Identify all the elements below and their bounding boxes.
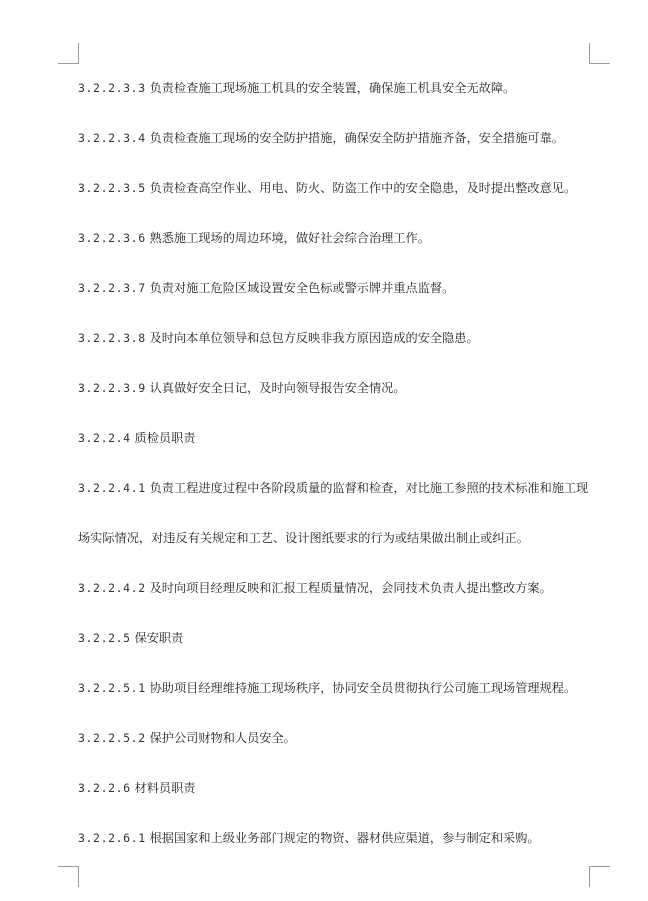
clause-text: 质检员职责 <box>130 431 196 445</box>
section-heading <box>78 778 598 798</box>
clause-text: 及时向本单位领导和总包方反映非我方原因造成的安全隐患。 <box>145 331 479 345</box>
clause-text: 保安职责 <box>130 631 184 645</box>
clause-text: 负责检查高空作业、用电、防火、防盗工作中的安全隐患，及时提出整改意见。 <box>145 181 577 195</box>
clause-number: 3.2.2.3.3 <box>78 81 146 95</box>
paragraph <box>78 578 598 598</box>
section-heading <box>78 428 598 448</box>
clause-number: 3.2.2.4 <box>78 431 131 445</box>
paragraph-continuation <box>78 528 598 548</box>
paragraph <box>78 278 598 298</box>
clause-text: 材料员职责 <box>130 781 196 795</box>
crop-mark-top-right <box>589 43 610 64</box>
paragraph <box>78 378 598 398</box>
clause-text: 及时向项目经理反映和汇报工程质量情况，会同技术负责人提出整改方案。 <box>145 581 552 595</box>
paragraph <box>78 678 598 698</box>
paragraph <box>78 328 598 348</box>
clause-number: 3.2.2.3.9 <box>78 381 146 395</box>
clause-text: 负责检查施工现场施工机具的安全装置，确保施工机具安全无故障。 <box>145 81 516 95</box>
clause-number: 3.2.2.3.8 <box>78 331 146 345</box>
clause-number: 3.2.2.4.1 <box>78 481 146 495</box>
clause-text: 负责检查施工现场的安全防护措施，确保安全防护措施齐备，安全措施可靠。 <box>145 131 564 145</box>
clause-text: 负责工程进度过程中各阶段质量的监督和检查，对比施工参照的技术标准和施工现 <box>145 481 589 495</box>
paragraph <box>78 828 598 848</box>
paragraph <box>78 478 598 498</box>
clause-text: 负责对施工危险区域设置安全色标或警示牌并重点监督。 <box>145 281 455 295</box>
paragraph <box>78 228 598 248</box>
paragraph <box>78 78 598 98</box>
clause-text: 根据国家和上级业务部门规定的物资、器材供应渠道，参与制定和采购。 <box>145 831 540 845</box>
crop-mark-top-left <box>58 43 79 64</box>
clause-number: 3.2.2.4.2 <box>78 581 146 595</box>
paragraph <box>78 728 598 748</box>
clause-number: 3.2.2.5.2 <box>78 731 146 745</box>
clause-text: 协助项目经理维持施工现场秩序，协同安全员贯彻执行公司施工现场管理规程。 <box>145 681 577 695</box>
paragraph <box>78 178 598 198</box>
clause-number: 3.2.2.3.4 <box>78 131 146 145</box>
section-heading <box>78 628 598 648</box>
clause-text: 认真做好安全日记，及时向领导报告安全情况。 <box>145 381 406 395</box>
clause-number: 3.2.2.3.5 <box>78 181 146 195</box>
crop-mark-bottom-left <box>58 866 79 887</box>
clause-text: 场实际情况，对违反有关规定和工艺、设计图纸要求的行为或结果做出制止或纠正。 <box>78 531 529 545</box>
page-body <box>78 78 598 878</box>
clause-number: 3.2.2.5.1 <box>78 681 146 695</box>
clause-text: 保护公司财物和人员安全。 <box>145 731 296 745</box>
clause-text: 熟悉施工现场的周边环境，做好社会综合治理工作。 <box>145 231 430 245</box>
clause-number: 3.2.2.6 <box>78 781 131 795</box>
clause-number: 3.2.2.6.1 <box>78 831 146 845</box>
clause-number: 3.2.2.3.6 <box>78 231 146 245</box>
clause-number: 3.2.2.3.7 <box>78 281 146 295</box>
paragraph <box>78 128 598 148</box>
clause-number: 3.2.2.5 <box>78 631 131 645</box>
